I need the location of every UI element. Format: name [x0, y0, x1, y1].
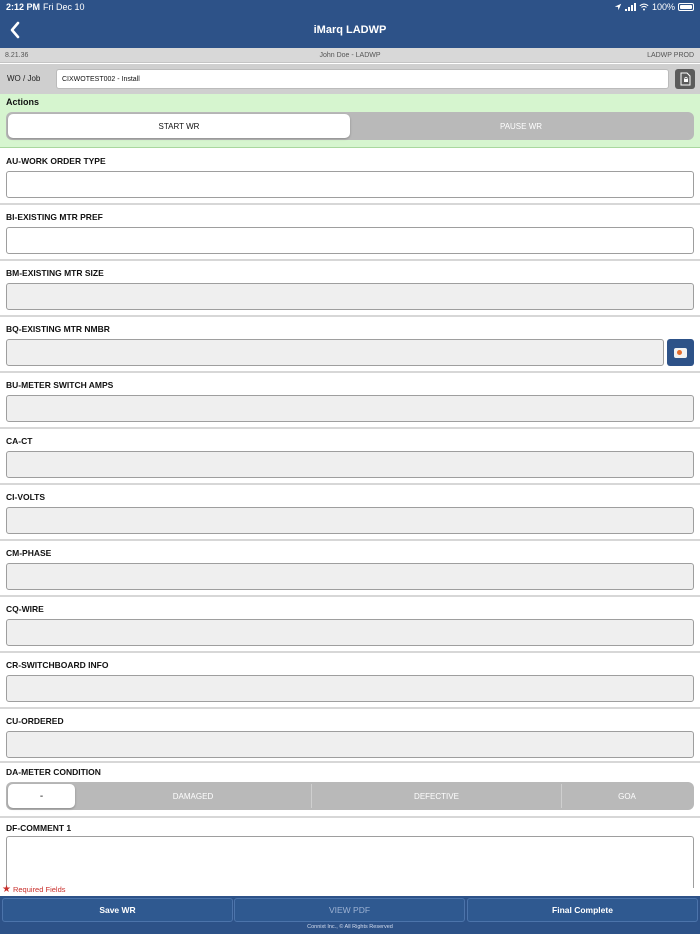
app-version: 8.21.36 [5, 52, 29, 59]
battery-percent: 100% [651, 2, 675, 12]
field-existing-mtr-size [0, 261, 700, 317]
meter-condition-option-defective[interactable]: DEFECTIVE [311, 784, 561, 808]
wo-job-field[interactable]: CIXWOTEST002 - Install [56, 69, 669, 89]
field-existing-mtr-pref [0, 205, 700, 261]
field-label: CR-SWITCHBOARD INFO [6, 660, 109, 670]
field-cm-phase [0, 541, 700, 597]
cm-phase-input[interactable] [6, 563, 694, 590]
environment-label: LADWP PROD [647, 52, 694, 59]
comment-textarea[interactable] [6, 836, 694, 888]
wo-job-label: WO / Job [7, 74, 41, 83]
field-label: BU-METER SWITCH AMPS [6, 380, 114, 390]
actions-section [0, 94, 700, 148]
field-existing-mtr-nmbr [0, 317, 700, 373]
status-time: 2:12 PM [6, 2, 41, 12]
meter-condition-segmented-control [6, 782, 694, 810]
actions-header: Actions [6, 97, 40, 107]
field-ci-volts [0, 485, 700, 541]
info-bar [0, 48, 700, 63]
field-label: CQ-WIRE [6, 604, 44, 614]
field-label: DA-METER CONDITION [6, 767, 101, 777]
meter-condition-option-damaged[interactable]: DAMAGED [172, 791, 214, 801]
location-arrow-icon [614, 3, 622, 11]
field-label: AU-WORK ORDER TYPE [6, 156, 106, 166]
existing-mtr-pref-input[interactable] [6, 227, 694, 254]
field-switchboard-info [0, 653, 700, 709]
required-fields-text: Required Fields [12, 885, 66, 894]
wo-job-bar [0, 64, 700, 94]
user-name: John Doe - LADWP [319, 52, 381, 59]
battery-icon [678, 3, 694, 11]
scan-camera-button[interactable] [667, 339, 694, 366]
field-cq-wire [0, 597, 700, 653]
status-date: Fri Dec 10 [43, 2, 85, 12]
view-pdf-button[interactable]: VIEW PDF [234, 898, 465, 922]
field-cu-ordered [0, 709, 700, 763]
field-meter-condition [0, 763, 700, 818]
field-label: BI-EXISTING MTR PREF [6, 212, 103, 222]
field-label: BQ-EXISTING MTR NMBR [6, 324, 110, 334]
field-label: CM-PHASE [6, 548, 52, 558]
required-fields-note [2, 884, 66, 895]
copyright-footer: Connixt Inc., © All Rights Reserved [307, 924, 393, 930]
existing-mtr-nmbr-input[interactable] [6, 339, 664, 366]
document-lock-icon [675, 69, 695, 89]
save-wr-button[interactable]: Save WR [2, 898, 233, 922]
field-work-order-type [0, 149, 700, 205]
start-wr-button[interactable]: START WR [8, 114, 350, 138]
work-request-segmented-control [6, 112, 694, 140]
field-label: CA-CT [6, 436, 33, 446]
cell-signal-icon [625, 3, 636, 11]
status-bar [0, 0, 700, 14]
existing-mtr-size-input[interactable] [6, 283, 694, 310]
ci-volts-input[interactable] [6, 507, 694, 534]
nav-bar [0, 14, 700, 48]
meter-condition-option-none[interactable]: - [8, 784, 75, 808]
field-label: CU-ORDERED [6, 716, 64, 726]
wifi-icon [639, 3, 649, 11]
field-label: CI-VOLTS [6, 492, 46, 502]
document-lock-button[interactable] [675, 69, 695, 89]
cq-wire-input[interactable] [6, 619, 694, 646]
meter-switch-amps-input[interactable] [6, 395, 694, 422]
final-complete-button[interactable]: Final Complete [467, 898, 698, 922]
ca-ct-input[interactable] [6, 451, 694, 478]
pause-wr-button[interactable]: PAUSE WR [499, 121, 543, 131]
field-ca-ct [0, 429, 700, 485]
field-label: DF-COMMENT 1 [6, 823, 72, 833]
field-meter-switch-amps [0, 373, 700, 429]
cu-ordered-input[interactable] [6, 731, 694, 758]
camera-icon [674, 348, 687, 358]
work-order-type-input[interactable] [6, 171, 694, 198]
field-label: BM-EXISTING MTR SIZE [6, 268, 104, 278]
meter-condition-option-goa[interactable]: GOA [561, 784, 692, 808]
status-indicators [614, 2, 694, 12]
switchboard-info-input[interactable] [6, 675, 694, 702]
bottom-toolbar [0, 896, 700, 934]
nav-title: iMarq LADWP [313, 24, 387, 36]
required-star-icon: ★ [2, 884, 11, 895]
